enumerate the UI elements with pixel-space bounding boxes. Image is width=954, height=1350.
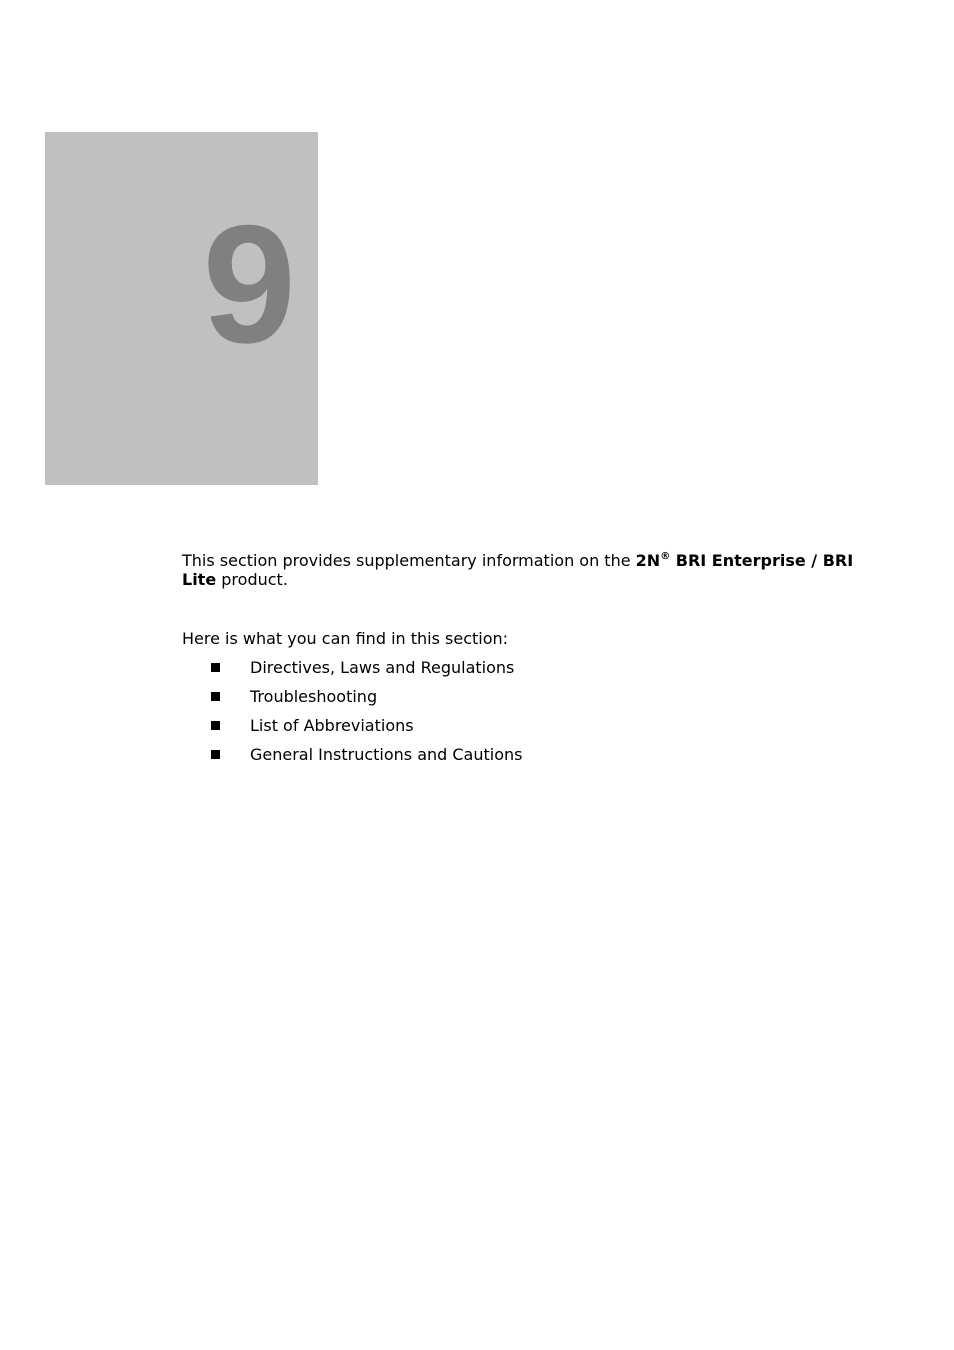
registered-mark: ® [660, 551, 671, 562]
intro-text-after: product. [216, 570, 288, 589]
section-content [182, 551, 882, 774]
square-bullet-icon [211, 750, 220, 759]
chapter-number: 9 [202, 190, 296, 378]
list-item [182, 658, 882, 677]
list-item-label: List of Abbreviations [250, 716, 414, 735]
product-name: 2N® BRI Enterprise / BRI Lite [182, 551, 854, 589]
section-intro [182, 551, 882, 589]
chapter-number-block [45, 132, 318, 485]
square-bullet-icon [211, 721, 220, 730]
list-item-label: Troubleshooting [250, 687, 378, 706]
square-bullet-icon [211, 692, 220, 701]
list-item [182, 716, 882, 735]
intro-text-before: This section provides supplementary information on the [182, 551, 636, 570]
square-bullet-icon [211, 663, 220, 672]
contents-list [182, 658, 882, 764]
list-item-label: General Instructions and Cautions [250, 745, 523, 764]
list-item-label: Directives, Laws and Regulations [250, 658, 515, 677]
contents-heading: Here is what you can find in this section: [182, 629, 509, 648]
list-item [182, 745, 882, 764]
list-item [182, 687, 882, 706]
